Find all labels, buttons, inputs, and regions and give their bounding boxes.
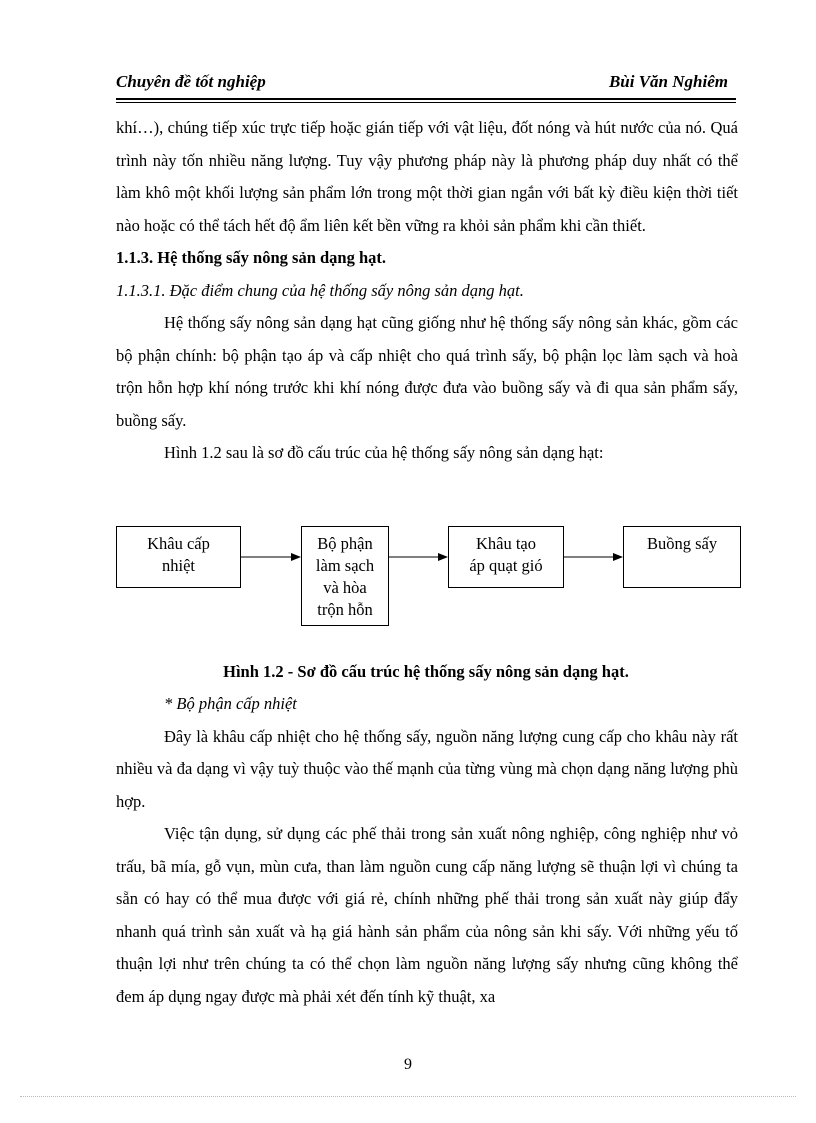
main-text-continued <box>116 688 738 1013</box>
box-fan-pressure <box>448 526 564 588</box>
main-text <box>116 112 738 470</box>
box-cleaning-mixing <box>301 526 389 626</box>
box-line: Khâu tạo <box>475 534 537 553</box>
box-line: nhiệt <box>162 556 195 575</box>
page-bottom-border <box>20 1096 796 1097</box>
box-line: Buồng sấy <box>646 534 718 553</box>
header-author: Bùi Văn Nghiêm <box>608 72 728 91</box>
paragraph: khí…), chúng tiếp xúc trực tiếp hoặc gián tiếp với vật liệu, đốt nóng và hút nước của nó. Quá trình này tốn nhiều năng lượng. Tuy vậy phương pháp này là phương pháp duy nhất có thể làm khô một khối lượng sản phẩm lớn trong một thời gian ngắn với bất kỳ điều kiện thời tiết nào hoặc có thể tách hết độ ẩm liên kết bền vững ra khỏi sản phẩm khi cần thiết. <box>116 118 738 235</box>
section-heading: 1.1.3. Hệ thống sấy nông sản dạng hạt. <box>116 248 387 267</box>
bullet-subheading: * Bộ phận cấp nhiệt <box>164 694 297 713</box>
box-line: Khâu cấp <box>147 534 210 553</box>
header-title: Chuyên đề tốt nghiệp <box>116 72 266 91</box>
box-line: trộn hỗn <box>317 600 373 619</box>
box-drying-chamber <box>623 526 741 588</box>
page-header <box>116 72 736 96</box>
paragraph: Việc tận dụng, sử dụng các phế thải trong sản xuất nông nghiệp, công nghiệp như vỏ trấu, bã mía, gỗ vụn, mùn cưa, than làm nguồn cung cấp năng lượng sẽ thuận lợi vì chúng ta sẵn có hay có thể mua được với giá rẻ, chính những phế thải trong sản xuất này giúp đẩy nhanh quá trình sản xuất và hạ giá hành sản phẩm của nông sản khi sấy. Với những yếu tố thuận lợi như trên chúng ta có thể chọn làm nguồn năng lượng sấy nhưng cũng không thể đem áp dụng ngay được mà phải xét đến tính kỹ thuật, xa <box>116 824 738 1006</box>
paragraph: Đây là khâu cấp nhiệt cho hệ thống sấy, nguồn năng lượng cung cấp cho khâu này rất nhiều và đa dạng vì vậy tuỳ thuộc vào thế mạnh của từng vùng mà chọn dạng năng lượng phù hợp. <box>116 726 738 811</box>
header-rule-thick <box>116 98 736 100</box>
box-line: Bộ phận <box>317 534 373 553</box>
paragraph: Hình 1.2 sau là sơ đồ cấu trúc của hệ thống sấy nông sản dạng hạt: <box>164 443 604 462</box>
box-heat-supply <box>116 526 241 588</box>
paragraph: Hệ thống sấy nông sản dạng hạt cũng giống như hệ thống sấy nông sản khác, gồm các bộ phận chính: bộ phận tạo áp và cấp nhiệt cho quá trình sấy, bộ phận lọc làm sạch và hoà trộn hỗn hợp khí nóng trước khi khí nóng được đưa vào buồng sấy và đi qua sản phẩm sấy, buồng sấy. <box>116 313 738 430</box>
figure-caption: Hình 1.2 - Sơ đồ cấu trúc hệ thống sấy nông sản dạng hạt. <box>223 662 629 681</box>
subsection-heading: 1.1.3.1. Đặc điểm chung của hệ thống sấy nông sản dạng hạt. <box>116 280 524 300</box>
header-rule-thin <box>116 102 736 103</box>
box-line: áp quạt gió <box>469 556 543 575</box>
structure-diagram <box>116 526 741 656</box>
box-line: làm sạch <box>315 556 375 575</box>
box-line: và hòa <box>323 578 367 597</box>
page-number: 9 <box>404 1056 412 1073</box>
